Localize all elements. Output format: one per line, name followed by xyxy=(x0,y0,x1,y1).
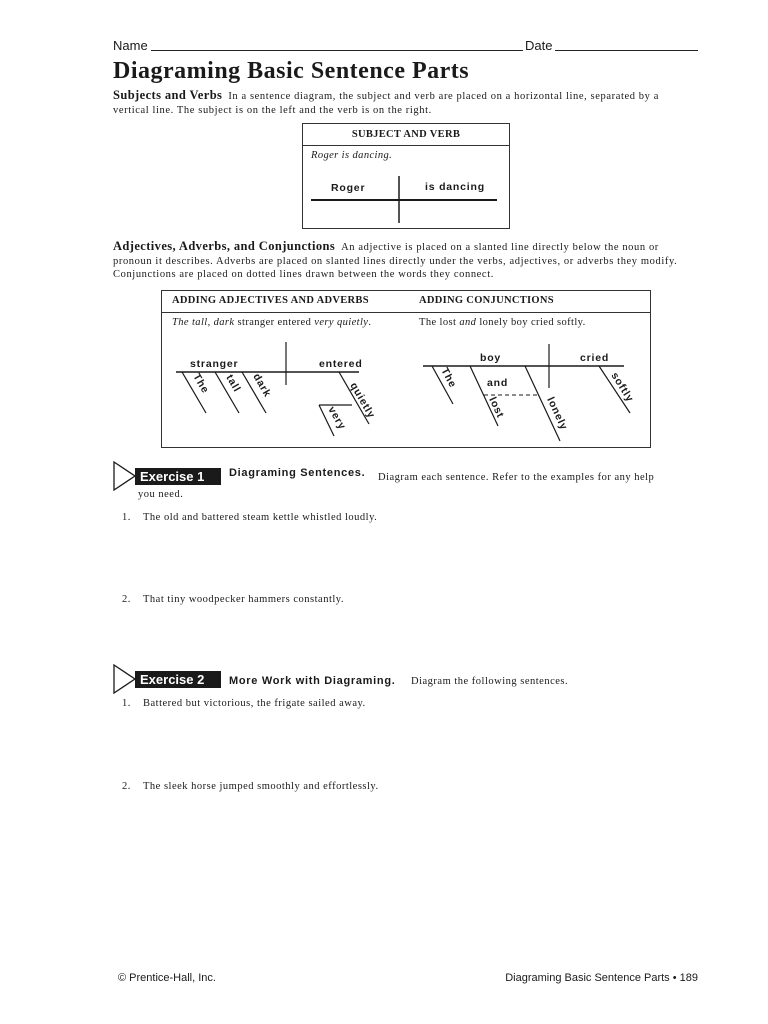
exercise-instructions: Diagram each sentence. Refer to the examples for any help xyxy=(378,472,655,483)
section-text: An adjective is placed on a slanted line directly below the noun or pronoun it describes. Adverbs are placed on slanted lines directly under the verbs, adjectives, or adverbs they modify. Conjunctions are placed on dotted lines drawn between the words they connect. xyxy=(113,242,678,280)
item-text: That tiny woodpecker hammers constantly. xyxy=(143,594,344,605)
diagram-modifier: dark xyxy=(250,371,274,400)
exercise-item xyxy=(122,781,379,792)
exercise-arrow-icon xyxy=(113,461,225,491)
subject-verb-example-box xyxy=(302,123,510,229)
diagram-modifier: lost xyxy=(486,395,507,421)
name-field-line[interactable] xyxy=(151,50,523,51)
box-heading-left: ADDING ADJECTIVES AND ADVERBS xyxy=(172,295,369,306)
example-sentence: Roger is dancing. xyxy=(311,150,393,161)
section-heading: Subjects and Verbs xyxy=(113,88,223,102)
subjects-verbs-intro xyxy=(113,89,698,117)
example-part: . xyxy=(368,317,372,328)
diagram-modifier: tall xyxy=(223,372,243,395)
adjectives-adverbs-diagram xyxy=(176,342,378,436)
diagram-subject: boy xyxy=(480,352,502,364)
exercise-item xyxy=(122,698,366,709)
example-part: very quietly xyxy=(314,317,369,328)
name-label: Name xyxy=(113,38,148,53)
exercise-arrow-icon xyxy=(113,664,225,694)
diagram-subject: Roger xyxy=(331,182,366,194)
example-part: lonely boy cried softly. xyxy=(476,317,586,328)
diagram-modifier: lonely xyxy=(544,395,571,433)
modifiers-example-box xyxy=(161,290,651,448)
date-label: Date xyxy=(525,38,553,53)
exercise-item xyxy=(122,512,377,523)
item-number: 2. xyxy=(122,781,131,792)
item-text: The old and battered steam kettle whistled loudly. xyxy=(143,512,378,523)
exercise-title: More Work with Diagraming. xyxy=(229,675,396,687)
page-title: Diagraming Basic Sentence Parts xyxy=(113,58,470,84)
diagram-modifier: The xyxy=(190,371,212,396)
diagram-verb: entered xyxy=(319,358,363,370)
exercise-instructions: Diagram the following sentences. xyxy=(411,676,569,687)
item-number: 1. xyxy=(122,512,131,523)
example-part: and xyxy=(459,317,477,328)
adjectives-adverbs-intro xyxy=(113,240,698,282)
item-number: 1. xyxy=(122,698,131,709)
item-text: The sleek horse jumped smoothly and effortlessly. xyxy=(143,781,379,792)
name-date-row xyxy=(113,38,698,56)
diagram-subject: stranger xyxy=(190,358,239,370)
example-part: The tall, dark xyxy=(172,317,235,328)
box-heading: SUBJECT AND VERB xyxy=(303,124,509,146)
diagram-adverb: softly xyxy=(608,370,637,405)
exercise-instructions-cont: you need. xyxy=(138,489,184,500)
exercise-2-banner xyxy=(113,664,698,694)
diagram-conjunction: and xyxy=(487,377,509,389)
example-part: stranger entered xyxy=(234,317,315,328)
example-part: The lost xyxy=(419,317,460,328)
exercise-label: Exercise 1 xyxy=(140,469,205,484)
item-text: Battered but victorious, the frigate sailed away. xyxy=(143,698,366,709)
footer-copyright: © Prentice-Hall, Inc. xyxy=(118,972,216,984)
date-field-line[interactable] xyxy=(555,50,698,51)
conjunctions-diagram xyxy=(423,344,636,441)
exercise-1-banner xyxy=(113,461,698,491)
exercise-title: Diagraming Sentences. xyxy=(229,467,366,479)
item-number: 2. xyxy=(122,594,131,605)
diagram-verb: is dancing xyxy=(425,181,485,193)
section-heading: Adjectives, Adverbs, and Conjunctions xyxy=(113,239,336,253)
modifier-diagrams xyxy=(162,291,650,447)
exercise-item xyxy=(122,594,344,605)
section-text: In a sentence diagram, the subject and verb are placed on a horizontal line, separated by a vertical line. The subject is on the left and the verb is on the right. xyxy=(113,91,659,116)
footer-page-ref: Diagraming Basic Sentence Parts • 189 xyxy=(505,972,698,984)
diagram-modifier: The xyxy=(438,365,459,391)
diagram-verb: cried xyxy=(580,352,610,364)
subject-verb-diagram xyxy=(303,124,509,228)
exercise-label: Exercise 2 xyxy=(140,672,205,687)
diagram-adverb-modifier: very xyxy=(325,404,349,432)
box-heading-right: ADDING CONJUNCTIONS xyxy=(419,295,554,306)
diagram-adverb: quietly xyxy=(347,380,378,421)
